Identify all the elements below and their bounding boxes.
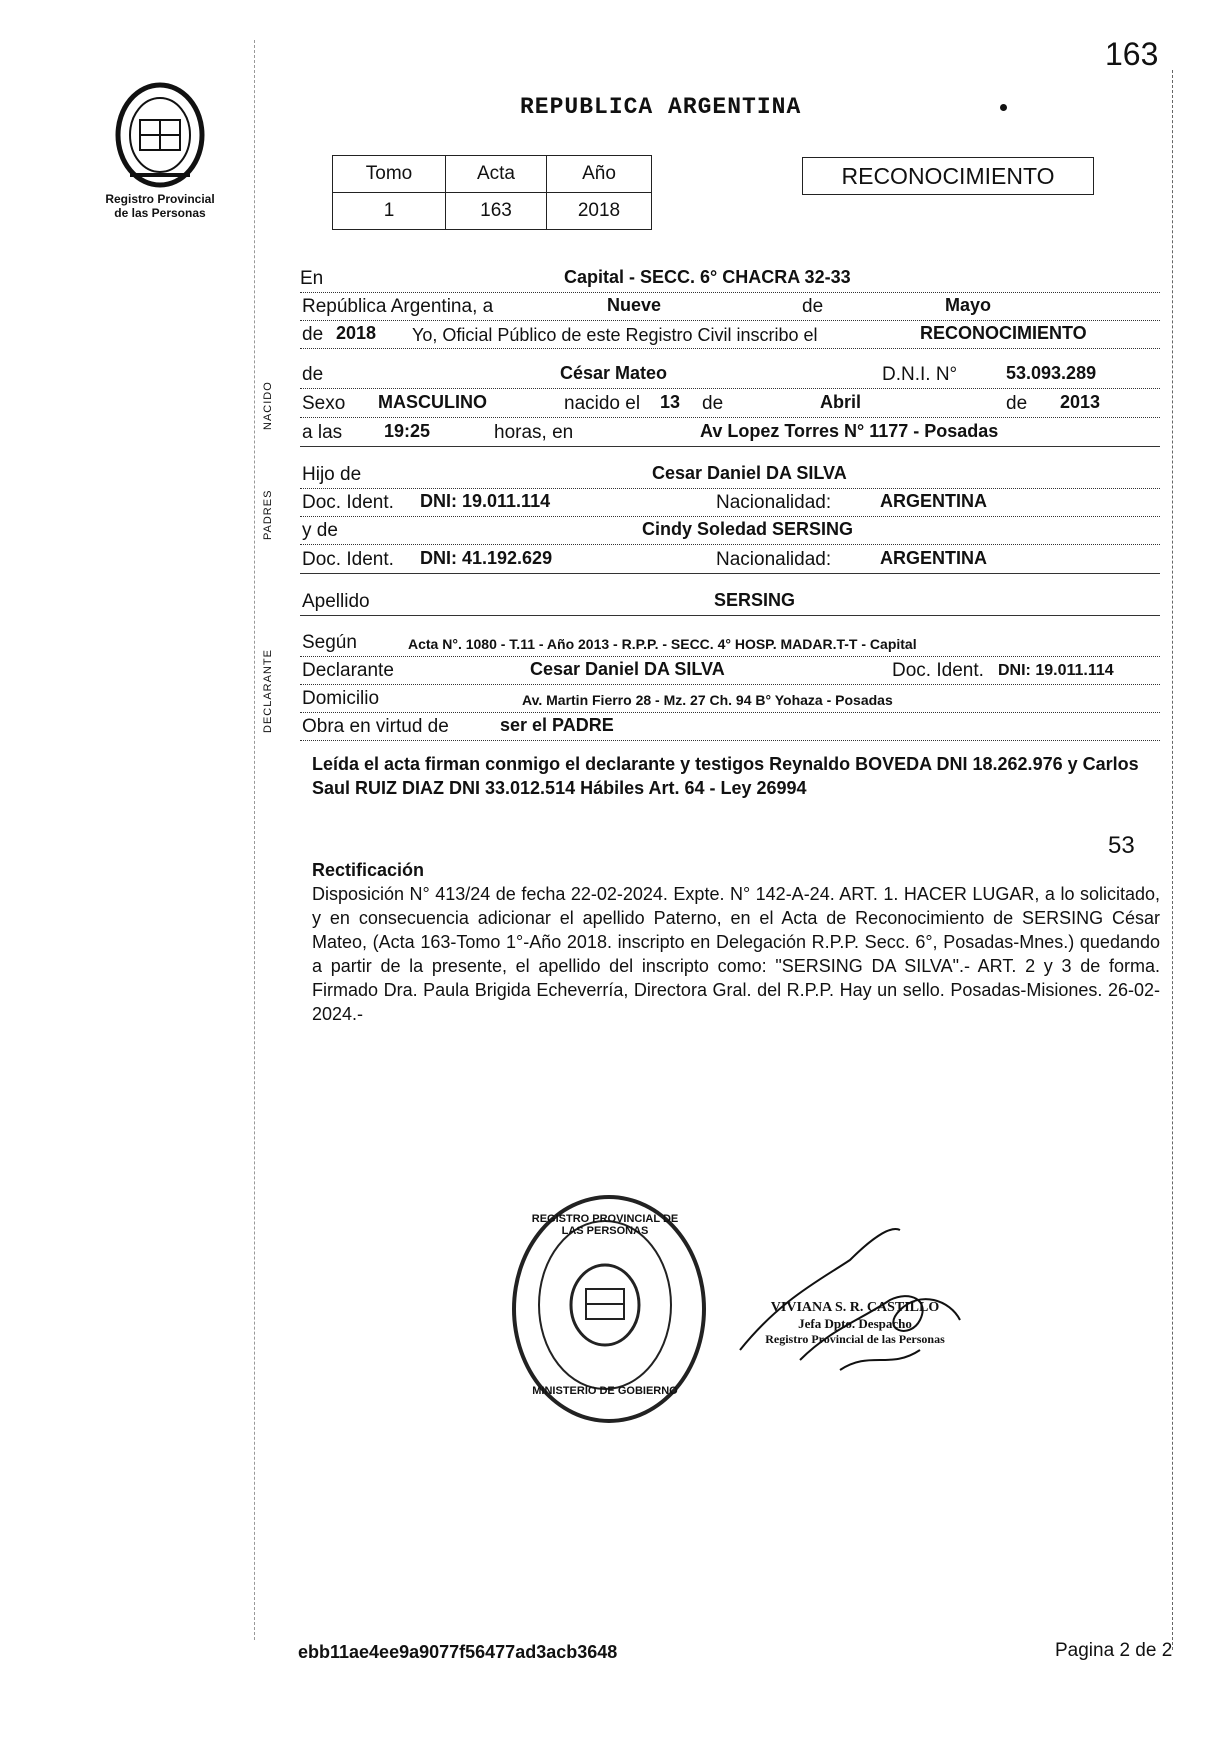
record-type: RECONOCIMIENTO	[841, 163, 1055, 189]
logo-line1: Registro Provincial	[105, 192, 215, 206]
logo	[95, 80, 225, 220]
official-stamp	[740, 1300, 970, 1347]
footer-page: Pagina 2 de 2	[1055, 1640, 1173, 1661]
table-header: Acta	[446, 156, 547, 193]
logo-line2: de las Personas	[114, 206, 206, 220]
record-type-box	[802, 157, 1094, 195]
table-cell: 1	[333, 193, 446, 230]
left-margin-line	[254, 40, 255, 1640]
field-apellido: Apellido SERSING	[300, 589, 1160, 616]
field-domicilio: Domicilio Av. Martin Fierro 28 - Mz. 27 Ch. 94 B° Yohaza - Posadas	[300, 686, 1160, 713]
field-declarante: Declarante Cesar Daniel DA SILVA Doc. Ident. DNI: 19.011.114	[300, 658, 1160, 685]
side-label-declarante: DECLARANTE	[262, 649, 274, 733]
rectificacion-text: Disposición N° 413/24 de fecha 22-02-2024. Expte. N° 142-A-24. ART. 1. HACER LUGAR, a lo solicitado, y en consecuencia adicionar el apellido Paterno, en el Acta de Reconocimiento de SERSING César Mateo, (Acta 163-Tomo 1°-Año 2018. inscripto en Delegación R.P.P. Secc. 6°, Posadas-Mnes.) quedando a partir de la presente, el apellido del inscripto como: "SERSING DA SILVA".- ART. 2 y 3 de forma. Firmado Dra. Paula Brigida Echeverría, Directora Gral. del R.P.P. Hay un sello. Posadas-Misiones. 26-02-2024.-	[312, 884, 1160, 1024]
field-oficial: de 2018 Yo, Oficial Público de este Registro Civil inscribo el RECONOCIMIENTO	[300, 322, 1160, 349]
field-doc2: Doc. Ident. DNI: 41.192.629 Nacionalidad: ARGENTINA	[300, 547, 1160, 574]
field-nombre: de César Mateo D.N.I. N° 53.093.289	[300, 362, 1160, 389]
record-table	[332, 155, 652, 230]
field-en: En Capital - SECC. 6° CHACRA 32-33	[300, 266, 1160, 293]
stamp-line3: Registro Provincial de las Personas	[765, 1332, 945, 1346]
stamp-line2: Jefa Dpto. Despacho	[798, 1316, 912, 1331]
table-header: Tomo	[333, 156, 446, 193]
field-sexo: Sexo MASCULINO nacido el 13 de Abril de 2013	[300, 391, 1160, 418]
field-segun: Según Acta N°. 1080 - T.11 - Año 2013 - R.P.P. - SECC. 4° HOSP. MADAR.T-T - Capital	[300, 630, 1160, 657]
stamp-line1: VIVIANA S. R. CASTILLO	[770, 1300, 940, 1315]
seal-text-bottom: MINISTERIO DE GOBIERNO	[532, 1385, 678, 1397]
field-hora: a las 19:25 horas, en Av Lopez Torres N° 1177 - Posadas	[300, 420, 1160, 447]
official-seal	[512, 1195, 706, 1423]
field-republica: República Argentina, a Nueve de Mayo	[300, 294, 1160, 321]
field-obra: Obra en virtud de ser el PADRE	[300, 714, 1160, 741]
bullet-dot	[1000, 104, 1007, 111]
table-cell: 163	[446, 193, 547, 230]
side-label-nacido: NACIDO	[262, 381, 274, 430]
closing-text: Leída el acta firman conmigo el declarante y testigos Reynaldo BOVEDA DNI 18.262.976 y Carlos Saul RUIZ DIAZ DNI 33.012.514 Hábiles Art. 64 - Ley 26994	[312, 754, 1139, 798]
right-margin-line	[1172, 70, 1173, 1650]
field-madre: y de Cindy Soledad SERSING	[300, 518, 1160, 545]
table-header: Año	[547, 156, 652, 193]
note-number: 53	[1108, 832, 1135, 859]
province-emblem-icon	[110, 80, 210, 190]
field-hijo: Hijo de Cesar Daniel DA SILVA	[300, 462, 1160, 489]
country-title: REPUBLICA ARGENTINA	[520, 94, 802, 120]
side-label-padres: PADRES	[262, 489, 274, 540]
seal-text-top: REGISTRO PROVINCIAL DE LAS PERSONAS	[531, 1213, 679, 1237]
field-doc1: Doc. Ident. DNI: 19.011.114 Nacionalidad: ARGENTINA	[300, 490, 1160, 517]
rectificacion-title: Rectificación	[312, 860, 425, 880]
footer-hash: ebb11ae4ee9a9077f56477ad3acb3648	[298, 1642, 618, 1662]
table-cell: 2018	[547, 193, 652, 230]
page-number: 163	[1105, 36, 1159, 72]
